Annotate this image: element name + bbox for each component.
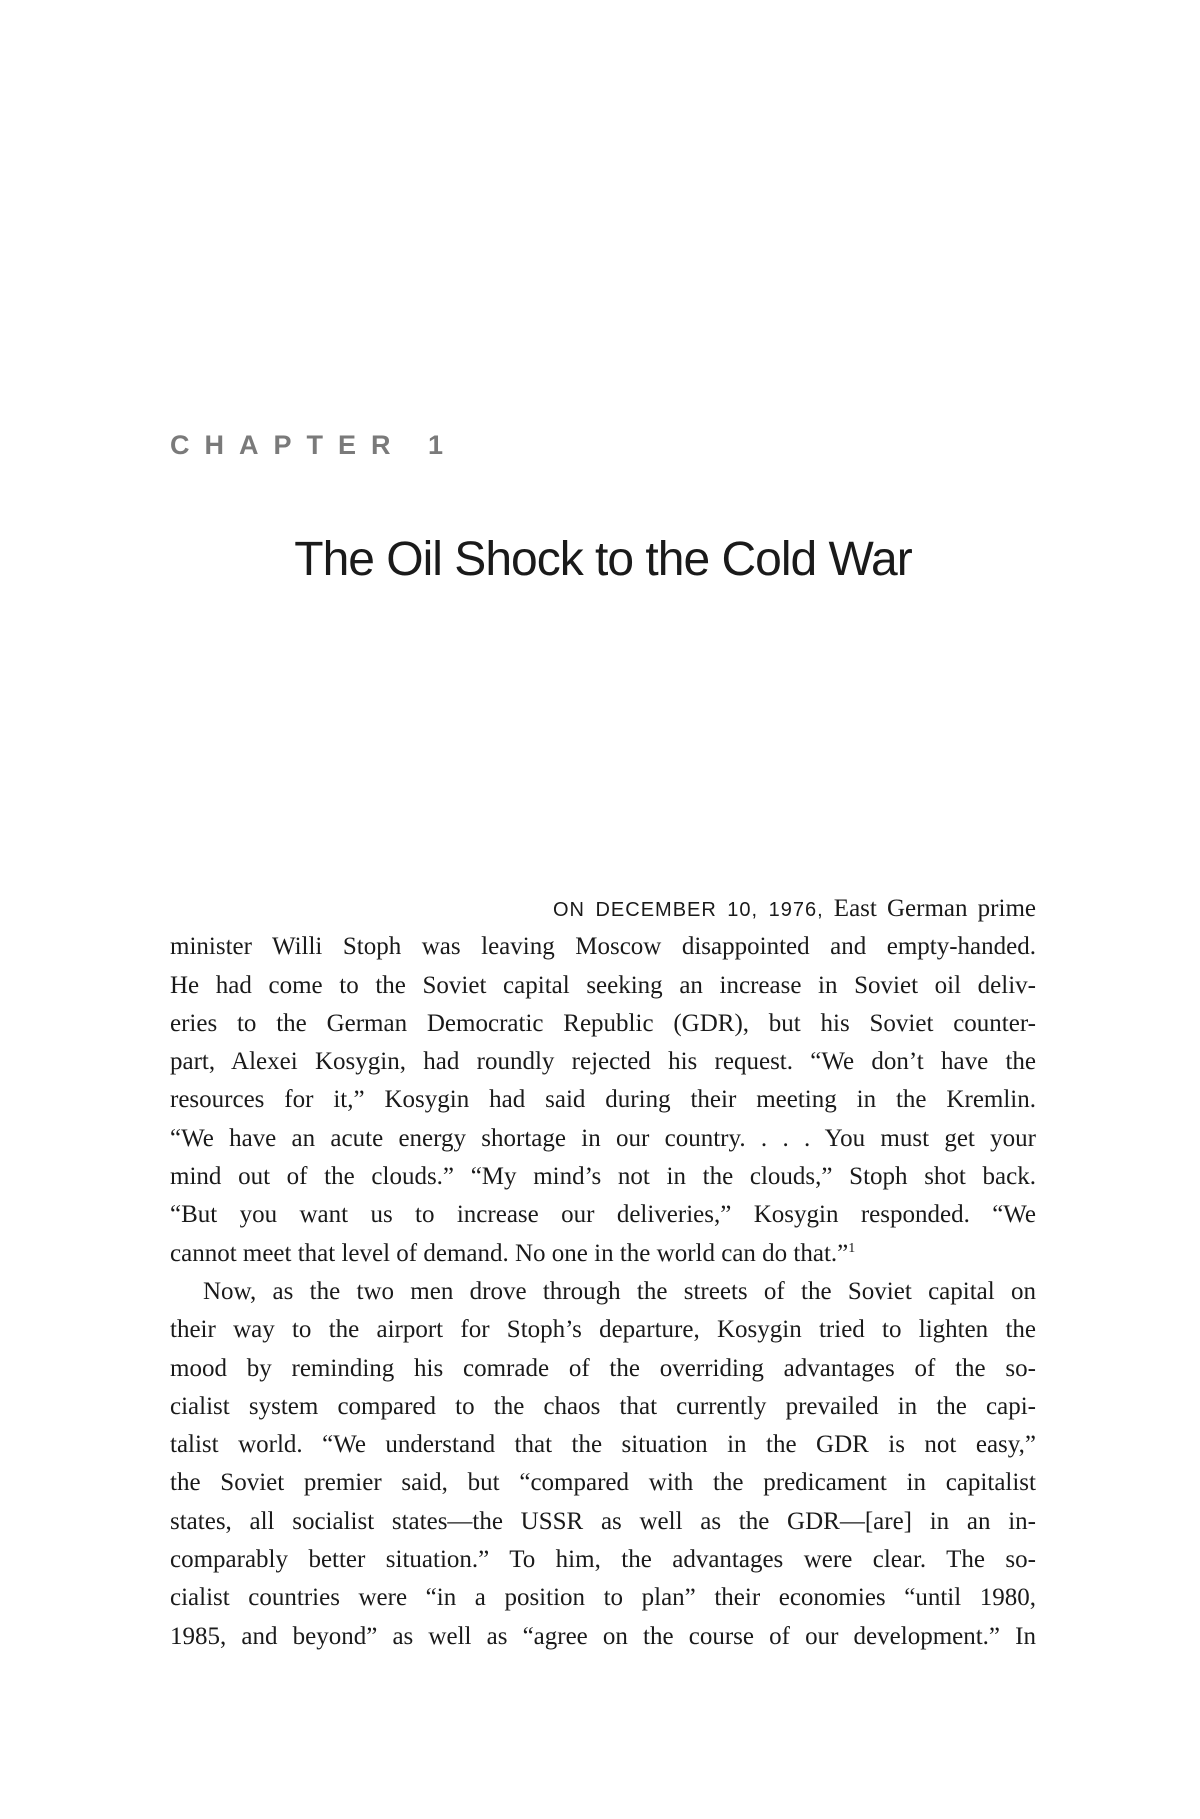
text-line: talist world. “We understand that the situation in the GDR is not easy,” [170, 1431, 1036, 1459]
text-line: mood by reminding his comrade of the overriding advantages of the so- [170, 1354, 1036, 1382]
text-line: mind out of the clouds.” “My mind’s not in the clouds,” Stoph shot back. [170, 1163, 1036, 1191]
text-line: “We have an acute energy shortage in our country. . . . You must get your [170, 1124, 1036, 1152]
opening-smallcaps: ON DECEMBER 10, 1976, [553, 899, 824, 921]
body-text [170, 890, 1036, 1656]
paragraph-opening-line [170, 890, 1036, 928]
text-line: minister Willi Stoph was leaving Moscow disappointed and empty-handed. [170, 933, 1036, 961]
text-line: eries to the German Democratic Republic (GDR), but his Soviet counter- [170, 1009, 1036, 1037]
text-line: states, all socialist states—the USSR as well as the GDR—[are] in an in- [170, 1507, 1036, 1535]
text-line: cialist system compared to the chaos that currently prevailed in the capi- [170, 1392, 1036, 1420]
text-line: He had come to the Soviet capital seeking an increase in Soviet oil deliv- [170, 971, 1036, 999]
text-line: their way to the airport for Stoph’s departure, Kosygin tried to lighten the [170, 1316, 1036, 1344]
text-line-content: cannot meet that level of demand. No one in the world can do that.” [170, 1239, 849, 1267]
text-line: the Soviet premier said, but “compared with the predicament in capitalist [170, 1469, 1036, 1497]
footnote-marker: 1 [848, 1240, 856, 1256]
text-line: “But you want us to increase our deliveries,” Kosygin responded. “We [170, 1201, 1036, 1229]
text-line: 1985, and beyond” as well as “agree on the course of our development.” In [170, 1622, 1036, 1650]
text-line: Now, as the two men drove through the streets of the Soviet capital on [203, 1277, 1036, 1305]
chapter-label: CHAPTER 1 [170, 430, 459, 460]
paragraph-last-line [170, 1235, 1036, 1273]
text-line: resources for it,” Kosygin had said during their meeting in the Kremlin. [170, 1086, 1036, 1114]
text-line: part, Alexei Kosygin, had roundly rejected his request. “We don’t have the [170, 1048, 1036, 1076]
chapter-title: The Oil Shock to the Cold War [294, 533, 912, 586]
opening-line-text: East German prime [823, 895, 1036, 922]
text-line: cialist countries were “in a position to plan” their economies “until 1980, [170, 1584, 1036, 1612]
text-line: comparably better situation.” To him, the advantages were clear. The so- [170, 1546, 1036, 1574]
